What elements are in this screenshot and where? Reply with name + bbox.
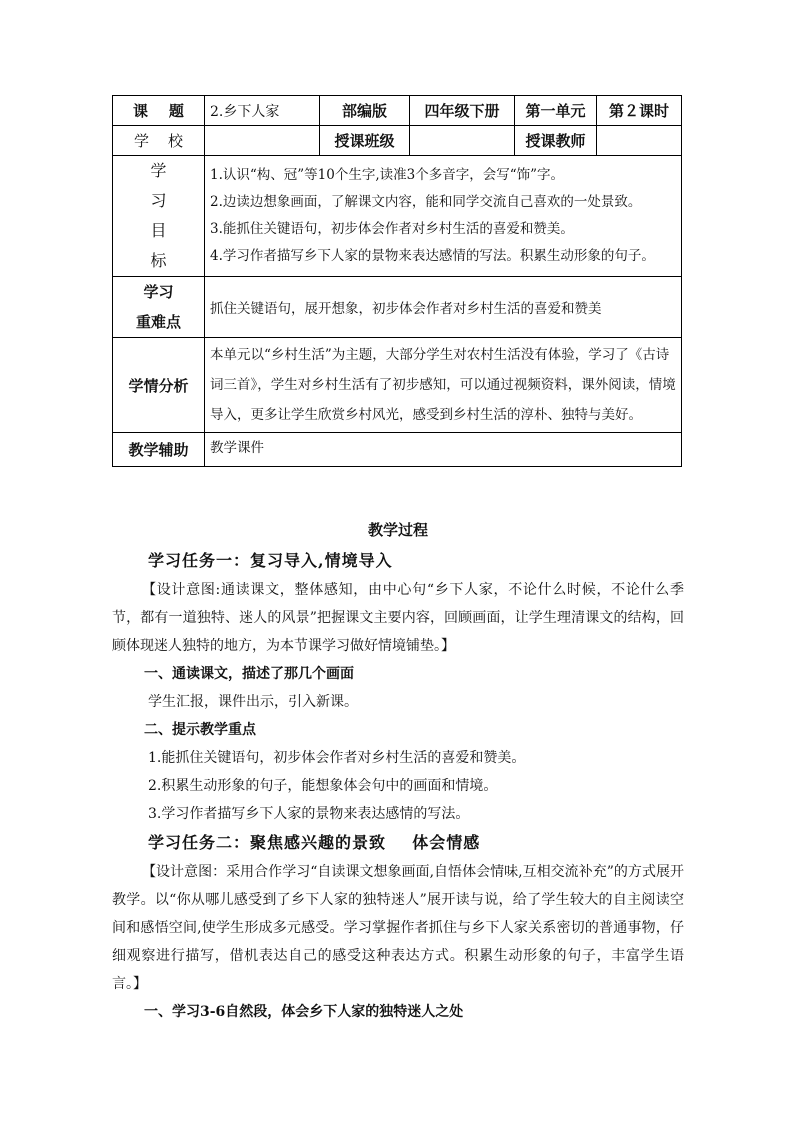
task2-section1-title: 一、学习3-6自然段，体会乡下人家的独特迷人之处 <box>144 1004 464 1020</box>
situation-text: 本单元以“乡村生活”为主题，大部分学生对农村生活没有体验，学习了《古诗词三首》，学生对乡村生活有了初步感知，可以通过视频资料，课外阅读，情境导入，更多让学生欣赏乡村风光，感受到乡村生活的淳朴、独特与美好。 <box>205 338 682 433</box>
task1-design: 【设计意图:通读课文，整体感知，由中心句“乡下人家，不论什么时候，不论什么季节，都有一道独特、迷人的风景”把握课文主要内容，回顾画面，让学生理清课文的结构，回顾体现迷人独特的地方，为本节课学习做好情境铺垫。】 <box>112 582 684 654</box>
goals-label-char: 习 <box>150 191 167 210</box>
teacher-value <box>597 126 682 156</box>
class-value <box>410 126 515 156</box>
key-points-row <box>113 277 682 338</box>
task2-design: 【设计意图：采用合作学习“自读课文想象画面,自悟体会情味,互相交流补充”的方式展开教学。以“你从哪儿感受到了乡下人家的独特迷人”展开读与说，给了学生较大的自主阅读空间和感悟空间,使学生形成多元感受。学习掌握作者抓住与乡下人家关系密切的普通事物，仔细观察进行描写，借机表达自己的感受这种表达方式。积累生动形象的句子，丰富学生语言。】 <box>112 864 684 992</box>
key-points-label-line: 学习 <box>143 283 174 301</box>
goal-item: 2.边读边想象画面，了解课文内容，能和同学交流自己喜欢的一处景致。 <box>210 194 642 210</box>
task2-title: 学习任务二：聚焦感兴趣的景致 体会情感 <box>148 833 481 852</box>
aid-label: 教学辅助 <box>113 433 205 467</box>
aid-row <box>113 433 682 467</box>
topic-label: 课 题 <box>113 96 205 126</box>
school-label: 学 校 <box>113 126 205 156</box>
task1-section1-title: 一、通读课文，描述了那几个画面 <box>144 666 354 682</box>
task1-point: 1.能抓住关键语句，初步体会作者对乡村生活的喜爱和赞美。 <box>148 750 526 766</box>
goals-label-char: 目 <box>150 221 167 240</box>
goal-item: 1.认识“构、冠”等10个生字,读准3个多音字，会写“饰”字。 <box>210 167 565 183</box>
grade-cell: 四年级下册 <box>410 96 515 126</box>
lesson-title-row <box>113 96 682 126</box>
lesson-info-table <box>112 95 682 467</box>
key-points-text: 抓住关键语句，展开想象，初步体会作者对乡村生活的喜爱和赞美 <box>205 277 682 338</box>
period-cell: 第２课时 <box>597 96 682 126</box>
situation-label: 学情分析 <box>113 338 205 433</box>
teaching-process <box>112 515 684 1026</box>
task1-point: 2.积累生动形象的句子，能想象体会句中的画面和情境。 <box>148 778 498 794</box>
task1-point: 3.学习作者描写乡下人家的景物来表达感情的写法。 <box>148 806 470 822</box>
goals-row <box>113 156 682 277</box>
key-points-label-line: 重难点 <box>135 313 181 331</box>
aid-text: 教学课件 <box>205 433 682 467</box>
goal-item: 3.能抓住关键语句，初步体会作者对乡村生活的喜爱和赞美。 <box>210 221 574 237</box>
lesson-name: 2.乡下人家 <box>205 96 320 126</box>
school-row <box>113 126 682 156</box>
situation-row <box>113 338 682 433</box>
goals-label-char: 学 <box>150 161 167 180</box>
key-points-label <box>113 277 205 338</box>
task1-title: 学习任务一：复习导入,情境导入 <box>148 551 393 570</box>
school-value <box>205 126 320 156</box>
unit-cell: 第一单元 <box>515 96 597 126</box>
goal-item: 4.学习作者描写乡下人家的景物来表达感情的写法。积累生动形象的句子。 <box>210 248 655 264</box>
goals-list <box>205 156 682 277</box>
class-label: 授课班级 <box>320 126 410 156</box>
task1-section1-text: 学生汇报，课件出示，引入新课。 <box>148 694 358 710</box>
teacher-label: 授课教师 <box>515 126 597 156</box>
goals-label-char: 标 <box>150 251 167 270</box>
edition-cell: 部编版 <box>320 96 410 126</box>
goals-label <box>113 156 205 277</box>
task1-section2-title: 二、提示教学重点 <box>144 722 256 738</box>
process-heading: 教学过程 <box>367 521 428 539</box>
